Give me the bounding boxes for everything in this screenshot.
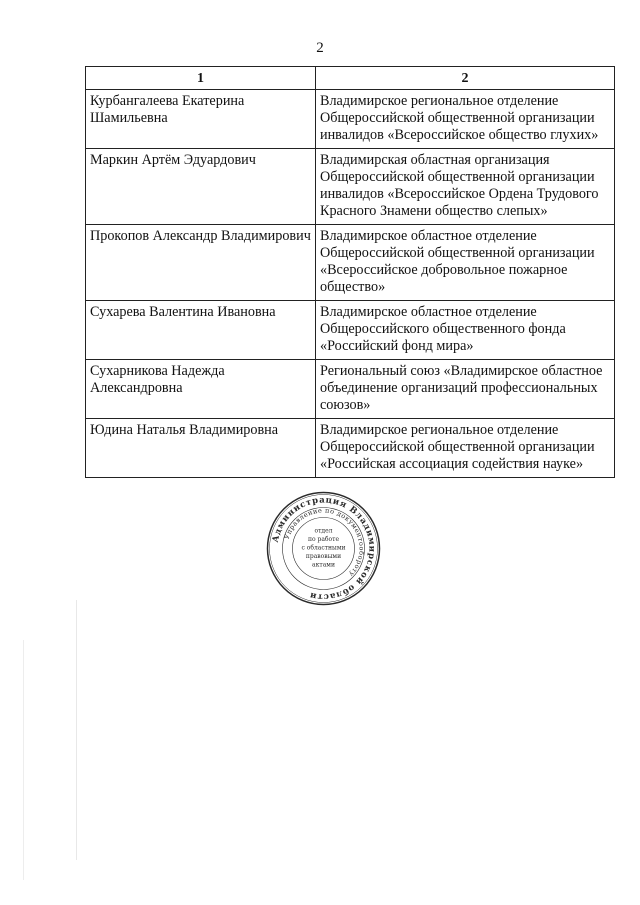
organization-cell: Владимирское региональное отделение Общероссийской общественной организации инвалидов «Всероссийское общество глухих» [316, 90, 615, 149]
person-name-cell: Маркин Артём Эдуардович [86, 149, 316, 225]
person-name-cell: Сухарева Валентина Ивановна [86, 301, 316, 360]
organization-cell: Владимирская областная организация Общероссийской общественной организации инвалидов «Всероссийское Ордена Трудового Красного Знамени общество слепых» [316, 149, 615, 225]
organization-cell: Владимирское областное отделение Общероссийского общественного фонда «Российский фонд мира» [316, 301, 615, 360]
seal-inner-text: Управление по документообороту [282, 506, 366, 579]
seal-center-line-2: по работе [307, 536, 340, 543]
column-header-1: 1 [86, 67, 316, 90]
column-header-2: 2 [316, 67, 615, 90]
page-number: 2 [316, 40, 324, 56]
table-row [86, 419, 615, 478]
table-row [86, 90, 615, 149]
official-seal [266, 491, 381, 606]
scan-margin-line [76, 600, 77, 860]
person-name-cell: Юдина Наталья Владимировна [86, 419, 316, 478]
person-name-cell: Сухарникова Надежда Александровна [86, 360, 316, 419]
organization-cell: Владимирское областное отделение Общероссийской общественной организации «Всероссийское добровольное пожарное общество» [316, 225, 615, 301]
scan-left-edge [23, 640, 24, 880]
table-row [86, 301, 615, 360]
seal-center-line-3: с областными [301, 544, 346, 552]
table-row [86, 149, 615, 225]
seal-center-line-5: актами [312, 561, 335, 569]
representatives-table [85, 66, 615, 478]
seal-outer-text: Администрация Владимирской области [270, 495, 377, 602]
person-name-cell: Курбангалеева Екатерина Шамильевна [86, 90, 316, 149]
table-row [86, 225, 615, 301]
organization-cell: Владимирское региональное отделение Общероссийской общественной организации «Российская ассоциация содействия науке» [316, 419, 615, 478]
table-header-row [86, 67, 615, 90]
organization-cell: Региональный союз «Владимирское областное объединение организаций профессиональных союзов» [316, 360, 615, 419]
person-name-cell: Прокопов Александр Владимирович [86, 225, 316, 301]
table-row [86, 360, 615, 419]
seal-center-line-1: отдел [314, 527, 333, 535]
seal-center-line-4: правовыми [305, 553, 342, 560]
